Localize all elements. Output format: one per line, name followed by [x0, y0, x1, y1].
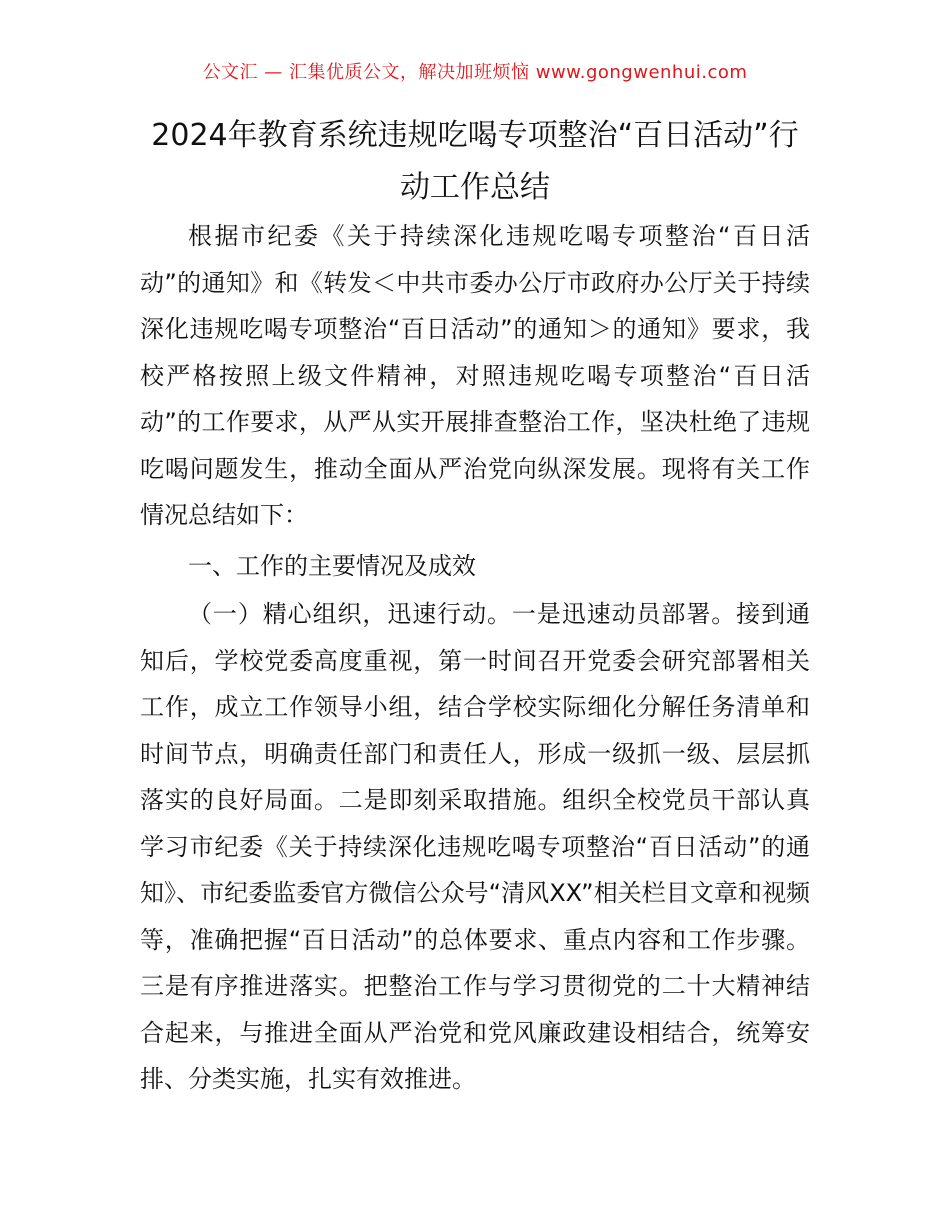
document-body — [140, 213, 810, 1103]
intro-paragraph: 根据市纪委《关于持续深化违规吃喝专项整治“百日活动”的通知》和《转发＜中共市委办公厅市政府办公厅关于持续深化违规吃喝专项整治“百日活动”的通知＞的通知》要求，我校严格按照上级文件精神，对照违规吃喝专项整治“百日活动”的工作要求，从严从实开展排查整治工作，坚决杜绝了违规吃喝问题发生，推动全面从严治党向纵深发展。现将有关工作情况总结如下： — [140, 222, 810, 529]
document-title: 2024年教育系统违规吃喝专项整治“百日活动”行动工作总结 — [151, 118, 799, 205]
subsection-paragraph: （一）精心组织，迅速行动。一是迅速动员部署。接到通知后，学校党委高度重视，第一时间召开党委会研究部署相关工作，成立工作领导小组，结合学校实际细化分解任务清单和时间节点，明确责任部门和责任人，形成一级抓一级、层层抓落实的良好局面。二是即刻采取措施。组织全校党员干部认真学习市纪委《关于持续深化违规吃喝专项整治“百日活动”的通知》、市纪委监委官方微信公众号“清风XX”相关栏目文章和视频等，准确把握“百日活动”的总体要求、重点内容和工作步骤。三是有序推进落实。把整治工作与学习贯彻党的二十大精神结合起来，与推进全面从严治党和党风廉政建设相结合，统筹安排、分类实施，扎实有效推进。 — [140, 600, 810, 1093]
site-header-banner: 公文汇 — 汇集优质公文，解决加班烦恼 www.gongwenhui.com — [202, 62, 748, 83]
section-heading: 一、工作的主要情况及成效 — [188, 551, 476, 580]
